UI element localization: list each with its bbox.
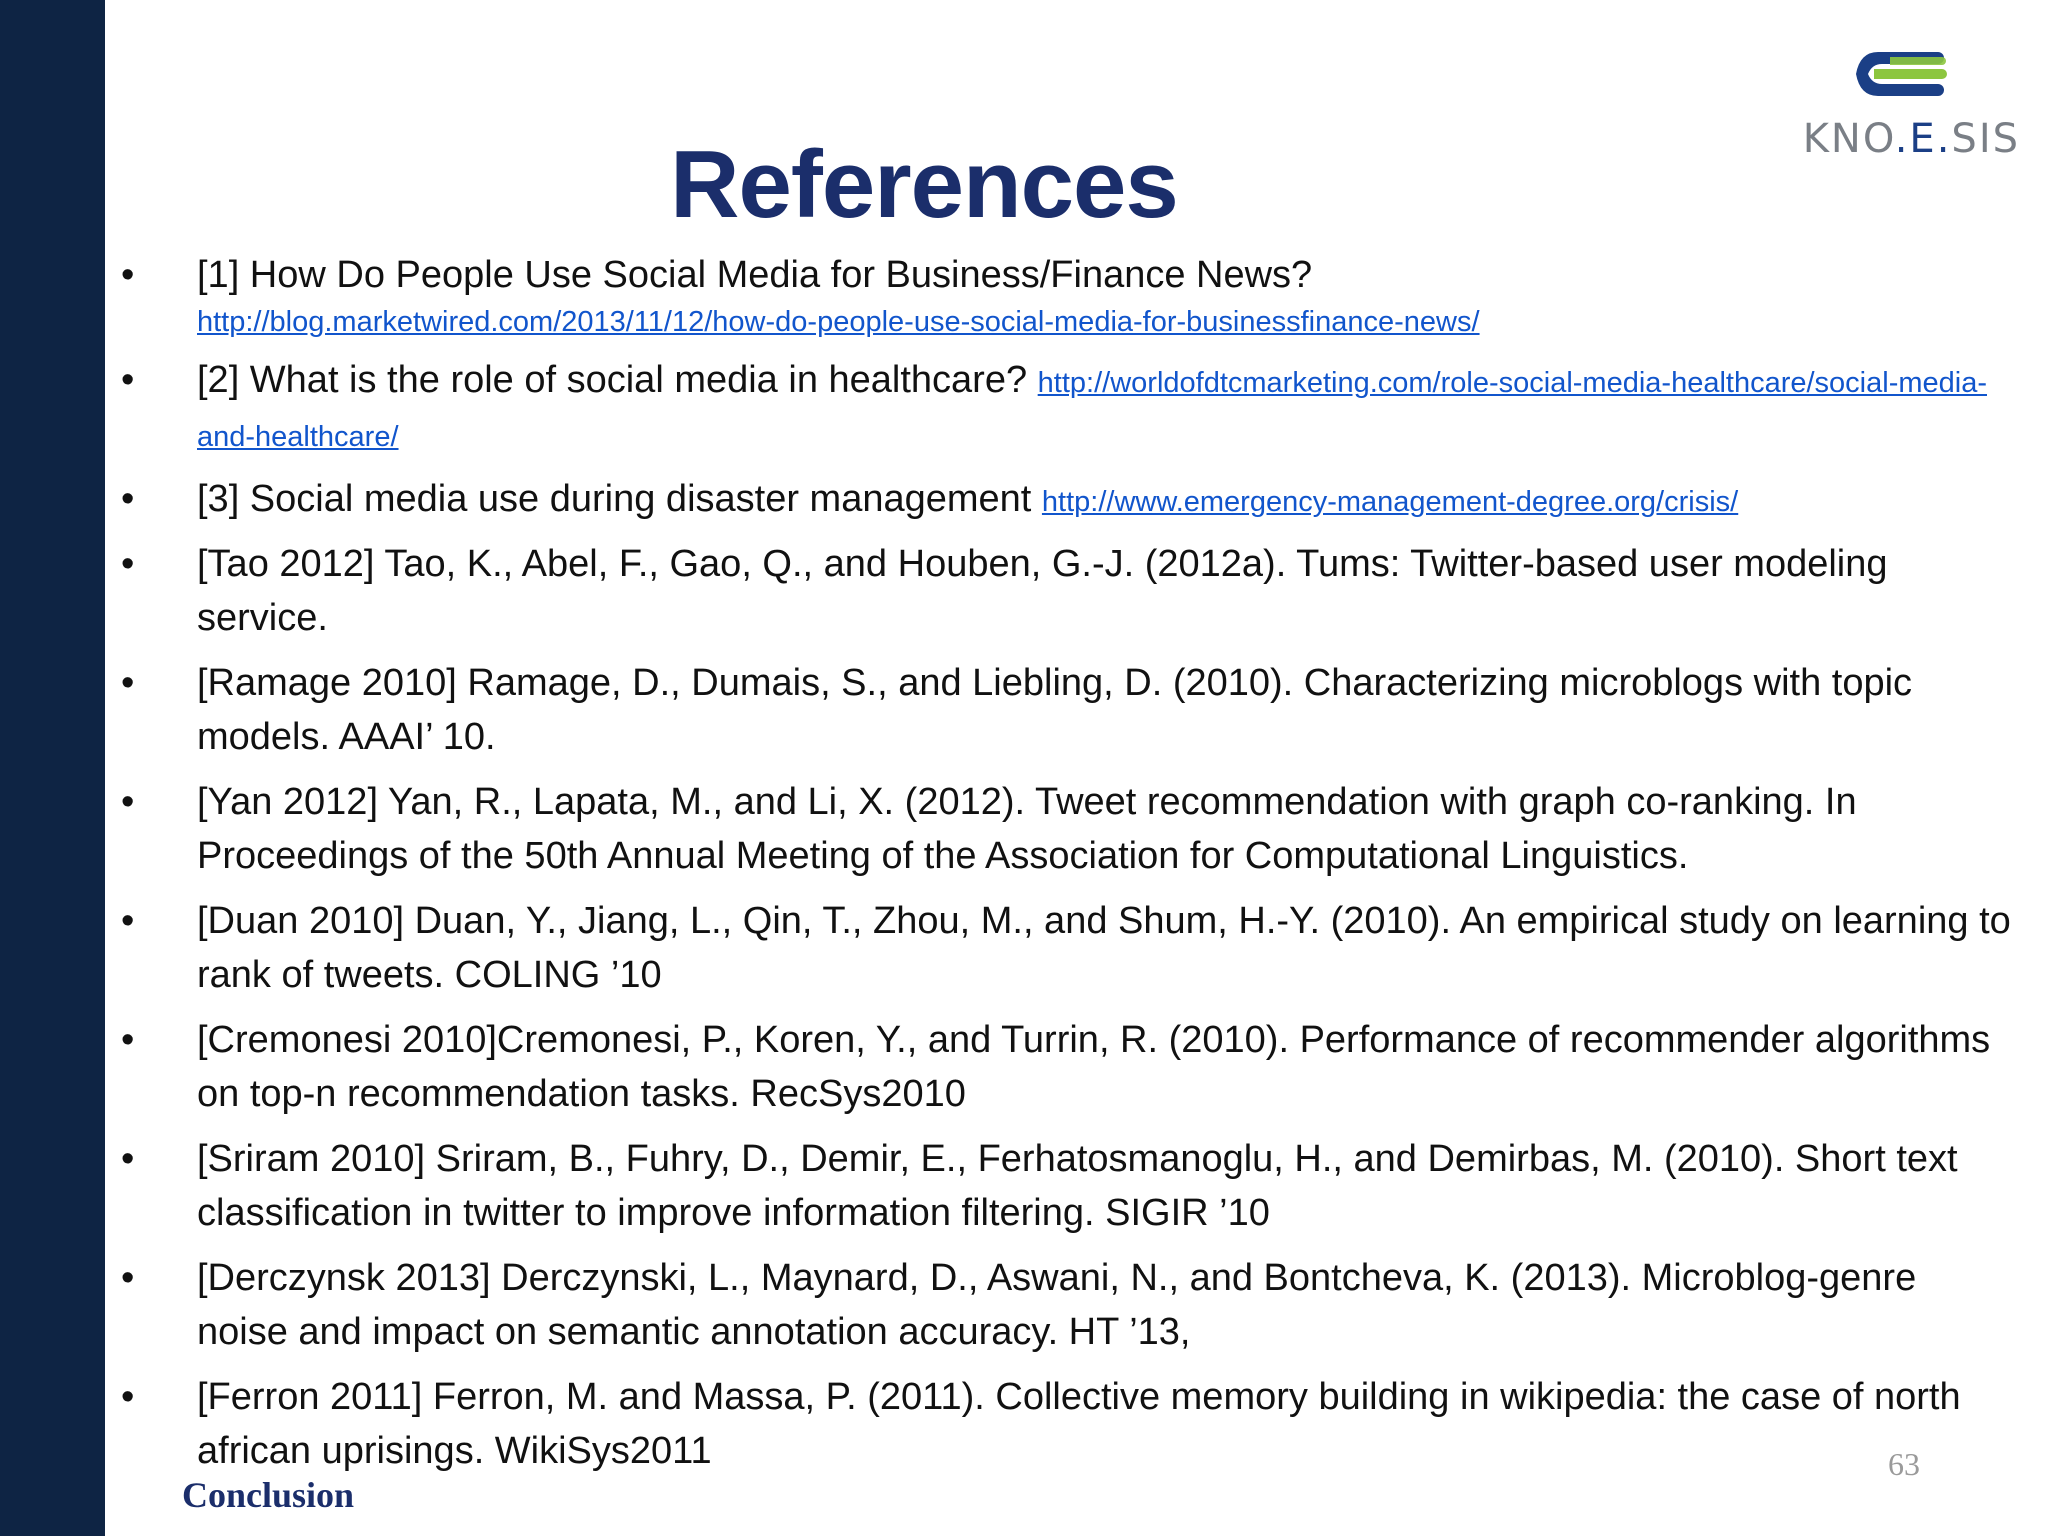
reference-item: [115, 1370, 2015, 1478]
reference-text: [2] What is the role of social media in healthcare?: [197, 359, 1028, 401]
page-number: 63: [1888, 1446, 1920, 1482]
reference-item: [115, 894, 2015, 1002]
bullet-icon: •: [121, 1138, 135, 1180]
bullet-icon: •: [121, 254, 135, 296]
knoesis-logo-mark-icon: [1838, 44, 1948, 104]
slide-title: References: [670, 131, 1178, 238]
bullet-icon: •: [121, 1019, 135, 1061]
reference-link[interactable]: http://blog.marketwired.com/2013/11/12/how-do-people-use-social-media-for-businessfinance-news/: [197, 306, 1480, 338]
reference-text: [Ferron 2011] Ferron, M. and Massa, P. (2011). Collective memory building in wikipedia: the case of north african uprisings. WikiSys2011: [197, 1376, 1961, 1472]
reference-link[interactable]: http://www.emergency-management-degree.org/crisis/: [1041, 486, 1739, 518]
reference-item: [115, 775, 2015, 883]
reference-text: [3] Social media use during disaster management: [197, 478, 1032, 520]
reference-item: [115, 472, 2015, 526]
reference-text: [1] How Do People Use Social Media for Business/Finance News?: [197, 254, 1313, 296]
reference-item: [115, 656, 2015, 764]
bullet-icon: •: [121, 1376, 135, 1418]
reference-link[interactable]: http://worldofdtcmarketing.com/role-social-media-healthcare/social-media-and-healthcare/: [197, 367, 1987, 453]
reference-item: [115, 248, 2015, 342]
reference-text: [Cremonesi 2010]Cremonesi, P., Koren, Y., and Turrin, R. (2010). Performance of recommender algorithms on top-n recommendation tasks. RecSys2010: [197, 1019, 1991, 1115]
section-label: Conclusion: [182, 1475, 355, 1515]
reference-item: [115, 537, 2015, 645]
bullet-icon: •: [121, 478, 135, 520]
reference-text: [Ramage 2010] Ramage, D., Dumais, S., and Liebling, D. (2010). Characterizing microblogs with topic models. AAAI’ 10.: [197, 662, 1913, 758]
reference-text: [Sriram 2010] Sriram, B., Fuhry, D., Demir, E., Ferhatosmanoglu, H., and Demirbas, M. (2010). Short text classification in twitter to improve information filtering. SIGIR ’10: [197, 1138, 1958, 1234]
reference-item: [115, 1251, 2015, 1359]
reference-item: [115, 353, 2015, 461]
bullet-icon: •: [121, 781, 135, 823]
knoesis-logo-wordmark: KNO.E.SIS: [1802, 116, 2020, 162]
bullet-icon: •: [121, 543, 135, 585]
reference-text: [Derczynsk 2013] Derczynski, L., Maynard, D., Aswani, N., and Bontcheva, K. (2013). Microblog-genre noise and impact on semantic annotation accuracy. HT ’13,: [197, 1257, 1917, 1353]
bullet-icon: •: [121, 359, 135, 401]
reference-text: [Tao 2012] Tao, K., Abel, F., Gao, Q., and Houben, G.-J. (2012a). Tums: Twitter-based user modeling service.: [197, 543, 1888, 639]
reference-text: [Yan 2012] Yan, R., Lapata, M., and Li, X. (2012). Tweet recommendation with graph co-ranking. In Proceedings of the 50th Annual Meeting of the Association for Computational Linguistics.: [197, 781, 1857, 877]
bullet-icon: •: [121, 662, 135, 704]
reference-item: [115, 1013, 2015, 1121]
reference-text: [Duan 2010] Duan, Y., Jiang, L., Qin, T., Zhou, M., and Shum, H.-Y. (2010). An empirical study on learning to rank of tweets. COLING ’10: [197, 900, 2011, 996]
reference-item: [115, 1132, 2015, 1240]
reference-list: [115, 248, 2015, 1489]
bullet-icon: •: [121, 1257, 135, 1299]
bullet-icon: •: [121, 900, 135, 942]
